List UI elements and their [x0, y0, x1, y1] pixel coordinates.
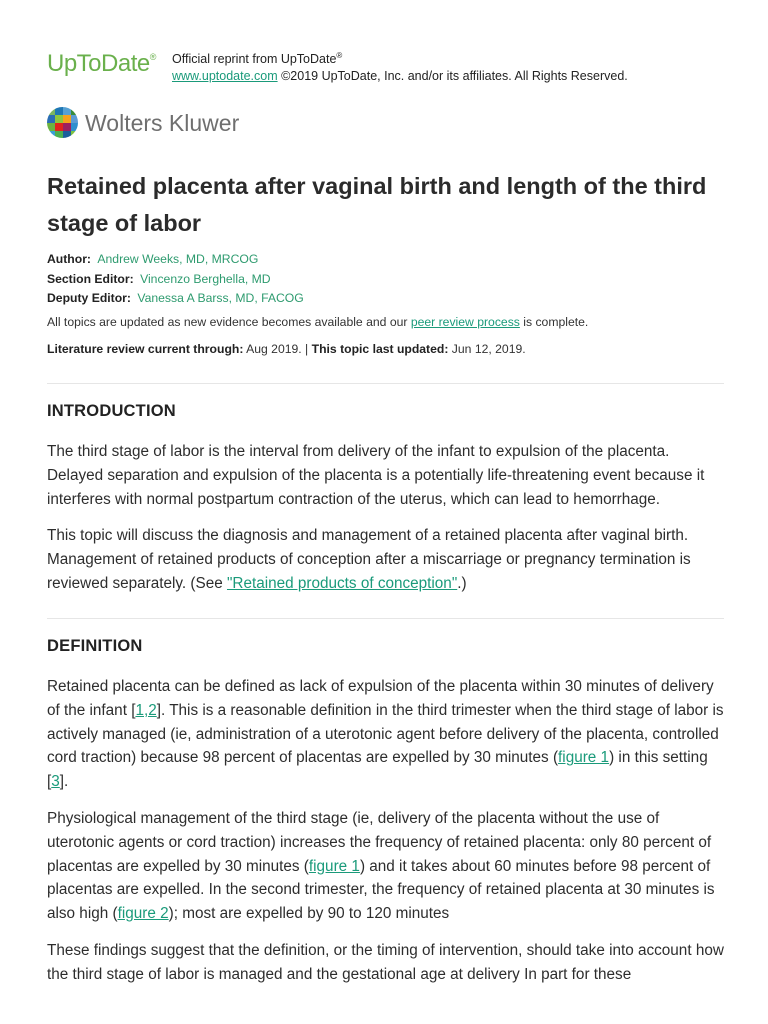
figure-1-link[interactable]: figure 1 [308, 857, 360, 875]
article-title: Retained placenta after vaginal birth and length of the third stage of labor [47, 173, 707, 236]
update-notice-post: is complete. [519, 315, 589, 329]
figure-1-link[interactable]: figure 1 [558, 749, 610, 767]
definition-paragraph-2 [47, 807, 724, 926]
wolters-kluwer-mark-icon [47, 107, 78, 138]
reprint-notice [172, 47, 628, 85]
definition-paragraph-1 [47, 675, 724, 794]
introduction-heading: INTRODUCTION [47, 402, 176, 420]
reference-link[interactable]: 1,2 [135, 701, 157, 719]
last-updated-value: Jun 12, 2019. [448, 342, 526, 356]
def-p2-text-c: ); most are expelled by 90 to 120 minutes [168, 905, 450, 923]
deputy-editor-label: Deputy Editor: [47, 291, 131, 305]
wolters-kluwer-name: Wolters Kluwer [85, 110, 240, 136]
author-label: Author: [47, 252, 91, 266]
def-p2-text-b: ) and it takes about 60 minutes before 98 percent of placentas are expelled. In the second trimester, the frequency of retained placenta at 30 minutes is also high ( [47, 857, 715, 923]
section-editor-link[interactable]: Vincenzo Berghella, MD [140, 271, 271, 286]
def-p1-text-b: ]. This is a reasonable definition in the third trimester when the third stage of labor is actively managed (ie, administration of a uterotonic agent before delivery of the placenta, controlled cord traction) because 98 percent of placentas are expelled by 30 minutes ( [47, 701, 724, 767]
review-dates [47, 342, 526, 356]
reprint-reg: ® [336, 51, 343, 60]
intro-p2-end: .) [457, 574, 467, 592]
lit-review-value: Aug 2019. | [243, 342, 312, 356]
update-notice [47, 315, 588, 329]
definition-heading: DEFINITION [47, 637, 143, 655]
reprint-header [47, 46, 724, 86]
reprint-line: Official reprint from UpToDate [172, 52, 337, 67]
author-link[interactable]: Andrew Weeks, MD, MRCOG [97, 252, 259, 266]
retained-products-link[interactable]: "Retained products of conception" [226, 574, 458, 592]
deputy-editor-link[interactable]: Vanessa A Barss, MD, FACOG [137, 291, 304, 305]
article-credits [47, 250, 304, 309]
last-updated-label: This topic last updated: [311, 342, 449, 356]
intro-paragraph-1: The third stage of labor is the interval from delivery of the infant to expulsion of the placenta. Delayed separation and expulsion of the placenta is a potentially life-threatening event because it interferes with normal postpartum contraction of the uterus, which can lead to hemorrhage. [47, 443, 705, 508]
def-p1-text-d: ]. [59, 773, 69, 791]
update-notice-pre: All topics are updated as new evidence becomes available and our [47, 315, 411, 329]
figure-2-link[interactable]: figure 2 [117, 905, 169, 923]
def-p1-text-c: ) in this setting [ [47, 749, 708, 791]
def-p1-text-a: Retained placenta can be defined as lack of expulsion of the placenta within 30 minutes of delivery of the infant [ [47, 678, 714, 719]
uptodate-logo[interactable] [47, 50, 156, 78]
uptodate-logo-text: UpToDate [47, 50, 150, 77]
intro-paragraph-2 [47, 524, 724, 595]
uptodate-logo-reg: ® [149, 52, 156, 62]
divider [47, 618, 724, 619]
lit-review-label: Literature review current through: [47, 342, 244, 356]
section-editor-label: Section Editor: [47, 271, 134, 286]
peer-review-link[interactable]: peer review process [410, 315, 520, 329]
copyright-text: ©2019 UpToDate, Inc. and/or its affiliates. All Rights Reserved. [277, 69, 628, 84]
definition-paragraph-3: These findings suggest that the definition, or the timing of intervention, should take into account how the third stage of labor is managed and the gestational age at delivery In part for these [47, 942, 724, 983]
uptodate-site-link[interactable]: www.uptodate.com [172, 69, 278, 84]
reference-link[interactable]: 3 [51, 773, 60, 791]
def-p2-text-a: Physiological management of the third stage (ie, delivery of the placenta without the use of uterotonic agents or cord traction) increases the frequency of retained placenta: only 80 percent of placentas are expelled by 30 minutes ( [47, 810, 712, 875]
divider [47, 383, 724, 384]
intro-p2-text: This topic will discuss the diagnosis and management of a retained placenta after vaginal birth. Management of retained products of conception after a miscarriage or pregnancy termination is reviewed separately. (See [47, 527, 691, 592]
